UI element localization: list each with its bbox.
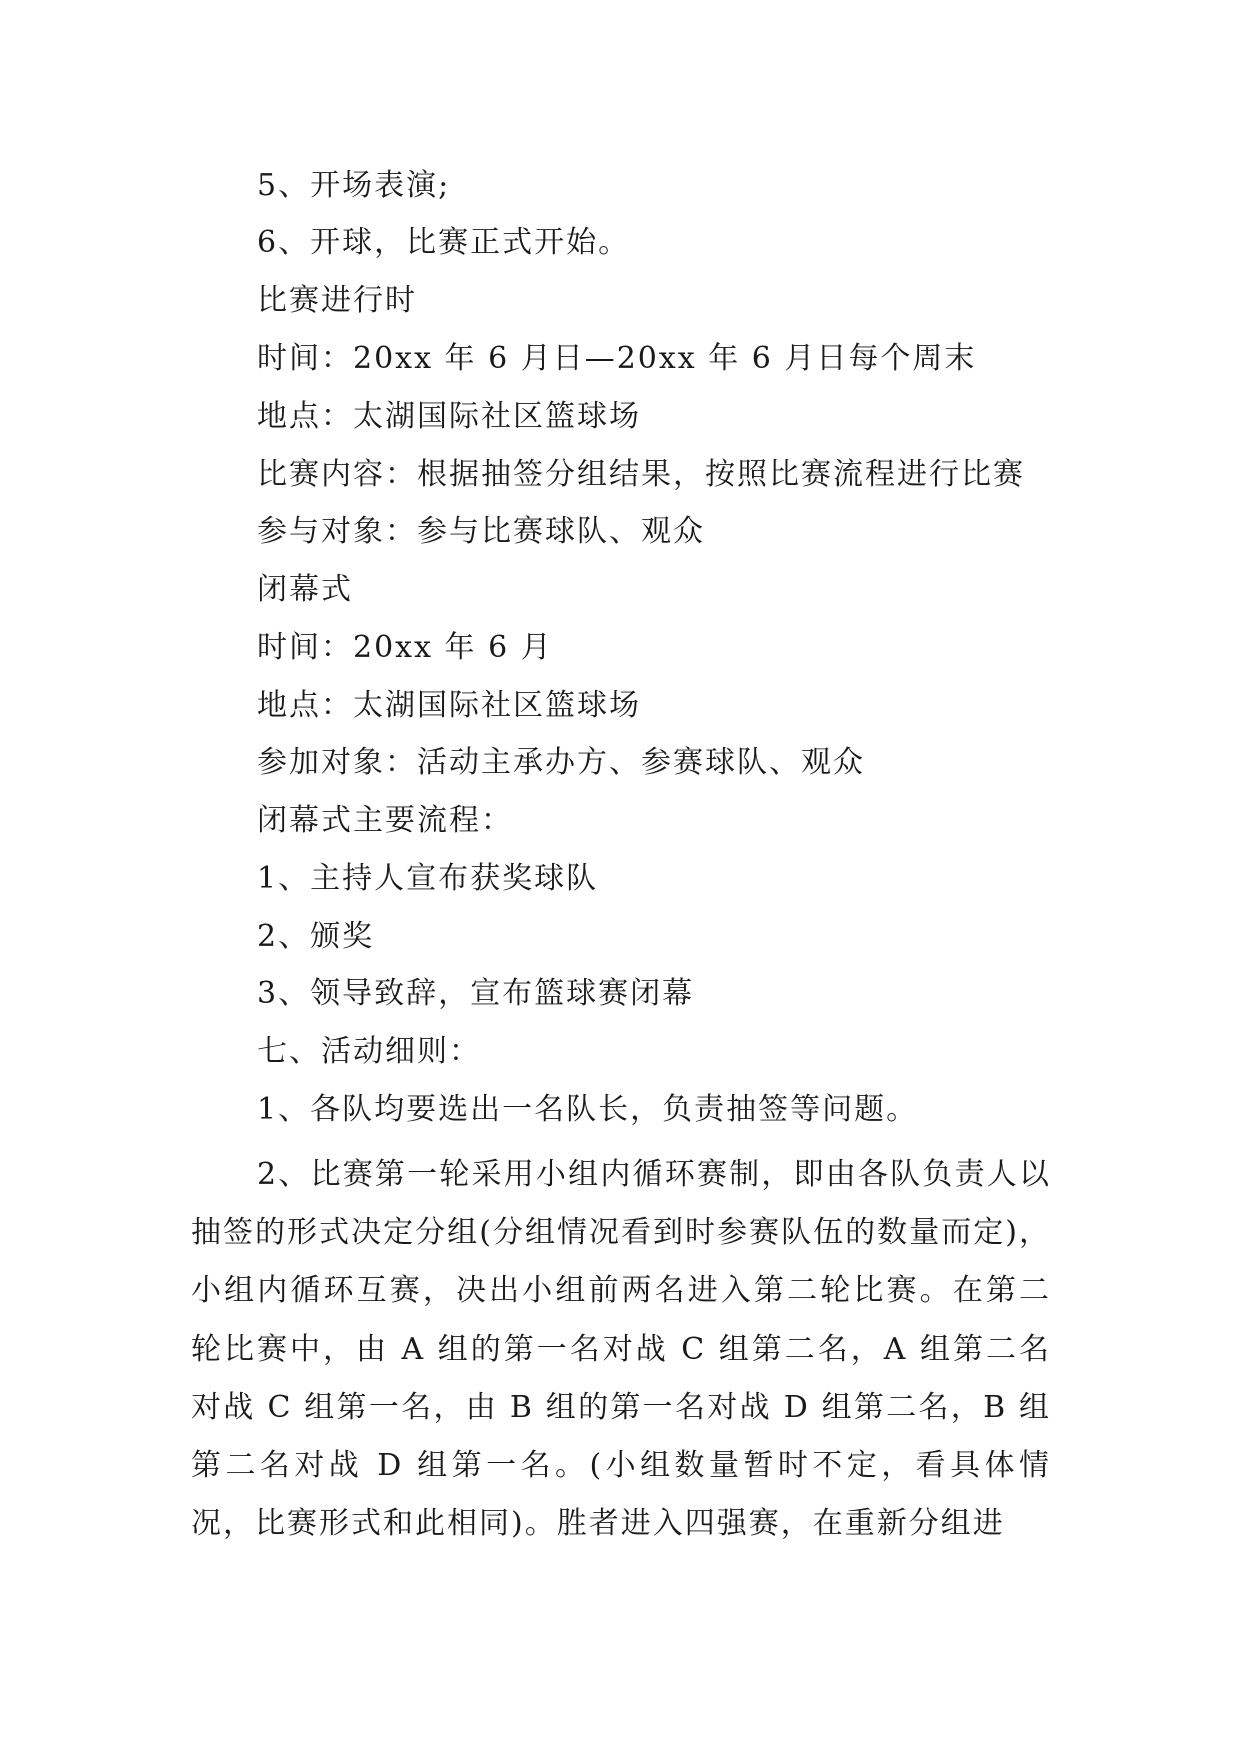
section-heading-in-progress: 比赛进行时 [257, 283, 417, 318]
list-item-captain: 1、各队均要选出一名队长，负责抽签等问题。 [257, 1092, 919, 1127]
text-line-location: 地点：太湖国际社区篮球场 [257, 399, 641, 434]
section-heading-rules: 七、活动细则： [257, 1034, 481, 1069]
paragraph-competition-format: 2、比赛第一轮采用小组内循环赛制，即由各队负责人以抽签的形式决定分组(分组情况看到时参赛队伍的数量而定)，小组内循环互赛，决出小组前两名进入第二轮比赛。在第二轮比赛中，由 A 组的第一名对战 C 组第二名，A 组第二名对战 C 组第一名，由 B 组的第一名对战 D 组第二名，B 组第二名对战 D 组第一名。(小组数量暂时不定，看具体情况，比赛形式和此相同)。胜者进入四强赛，在重新分组进 [191, 1157, 1051, 1542]
text-line-content: 比赛内容：根据抽签分组结果，按照比赛流程进行比赛 [257, 457, 1025, 492]
text-line-participants: 参与对象：参与比赛球队、观众 [257, 514, 705, 549]
text-line-opening-performance: 5、开场表演; [257, 168, 451, 203]
text-line-closing-location: 地点：太湖国际社区篮球场 [257, 688, 641, 723]
list-item-awards: 2、颁奖 [257, 919, 375, 954]
text-line-closing-participants: 参加对象：活动主承办方、参赛球队、观众 [257, 745, 865, 780]
text-line-closing-flow: 闭幕式主要流程： [257, 803, 513, 838]
list-item-leader-speech: 3、领导致辞，宣布篮球赛闭幕 [257, 976, 695, 1011]
section-heading-closing: 闭幕式 [257, 572, 353, 607]
text-line-closing-time: 时间：20xx 年 6 月 [257, 630, 553, 665]
text-line-kickoff: 6、开球，比赛正式开始。 [257, 225, 631, 260]
text-line-time: 时间：20xx 年 6 月日—20xx 年 6 月日每个周末 [257, 341, 977, 376]
list-item-announce-winners: 1、主持人宣布获奖球队 [257, 861, 599, 896]
